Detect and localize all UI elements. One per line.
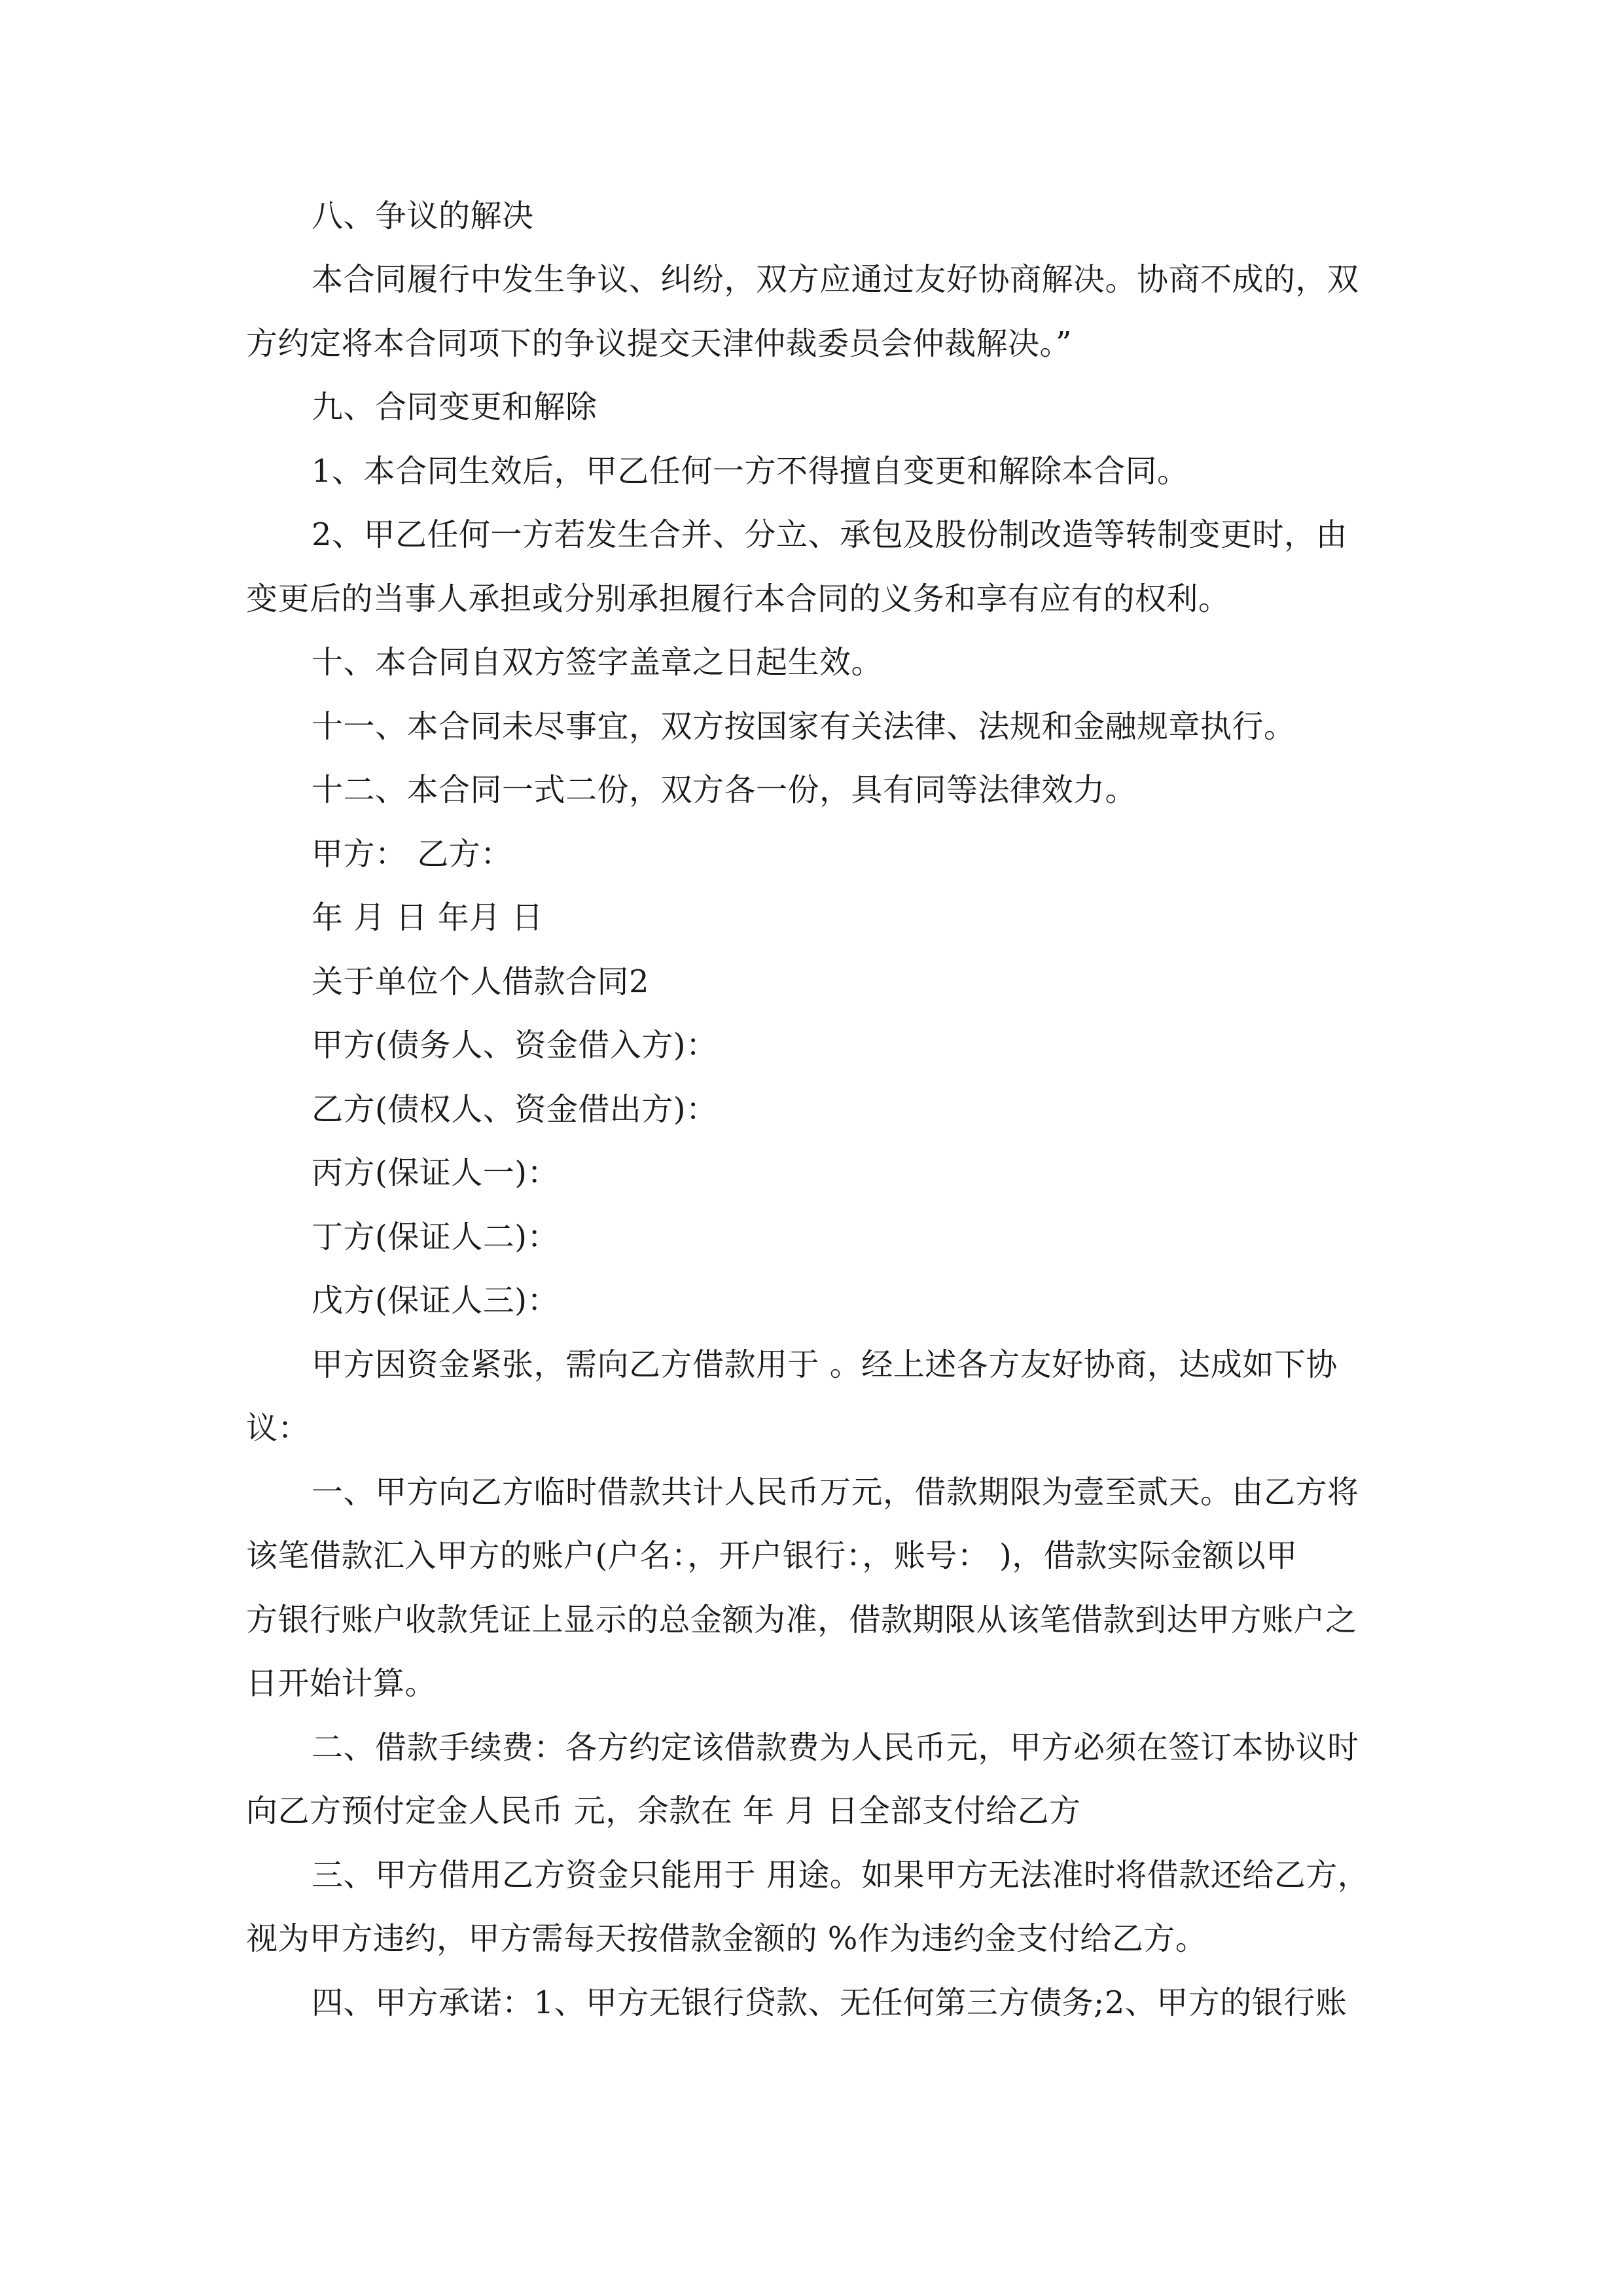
paragraph-line: 议： xyxy=(246,1410,310,1446)
paragraph-line: 十二、本合同一式二份，双方各一份，具有同等法律效力。 xyxy=(312,772,1137,808)
party-a: 甲方(债务人、资金借入方)： xyxy=(312,1027,718,1064)
paragraph-line: 1、本合同生效后，甲乙任何一方不得擅自变更和解除本合同。 xyxy=(312,453,1189,490)
paragraph-line: 2、甲乙任何一方若发生合并、分立、承包及股份制改造等转制变更时，由 xyxy=(312,516,1348,553)
section-title: 关于单位个人借款合同2 xyxy=(312,963,650,1000)
party-c: 丙方(保证人一)： xyxy=(312,1155,559,1191)
heading-dispute-resolution: 八、争议的解决 xyxy=(312,198,534,234)
signature-parties: 甲方： 乙方： xyxy=(312,836,512,872)
paragraph-line: 变更后的当事人承担或分别承担履行本合同的义务和享有应有的权利。 xyxy=(246,581,1230,617)
party-d: 丁方(保证人二)： xyxy=(312,1219,559,1255)
paragraph-line: 十一、本合同未尽事宜，双方按国家有关法律、法规和金融规章执行。 xyxy=(312,708,1296,745)
paragraph-line: 一、甲方向乙方临时借款共计人民币万元，借款期限为壹至贰天。由乙方将 xyxy=(312,1474,1359,1511)
signature-dates: 年 月 日 年月 日 xyxy=(312,899,544,936)
party-e: 戊方(保证人三)： xyxy=(312,1282,559,1319)
paragraph-line: 日开始计算。 xyxy=(246,1665,437,1702)
paragraph-line: 视为甲方违约，甲方需每天按借款金额的 %作为违约金支付给乙方。 xyxy=(246,1920,1207,1957)
paragraph-line: 甲方因资金紧张，需向乙方借款用于 。经上述各方友好协商，达成如下协 xyxy=(312,1346,1338,1383)
paragraph-line: 该笔借款汇入甲方的账户(户名：，开户银行：，账号： )，借款实际金额以甲 xyxy=(246,1537,1298,1574)
heading-contract-change: 九、合同变更和解除 xyxy=(312,389,597,425)
paragraph-line: 本合同履行中发生争议、纠纷，双方应通过友好协商解决。协商不成的，双 xyxy=(312,261,1359,298)
paragraph-line: 四、甲方承诺：1、甲方无银行贷款、无任何第三方债务;2、甲方的银行账 xyxy=(312,1984,1347,2021)
paragraph-line: 向乙方预付定金人民币 元，余款在 年 月 日全部支付给乙方 xyxy=(246,1793,1081,1829)
paragraph-line: 十、本合同自双方签字盖章之日起生效。 xyxy=(312,644,883,681)
party-b: 乙方(债权人、资金借出方)： xyxy=(312,1091,718,1128)
paragraph-line: 二、借款手续费：各方约定该借款费为人民币元，甲方必须在签订本协议时 xyxy=(312,1729,1359,1766)
paragraph-line: 方银行账户收款凭证上显示的总金额为准，借款期限从该笔借款到达甲方账户之 xyxy=(246,1602,1357,1638)
paragraph-line: 方约定将本合同项下的争议提交天津仲裁委员会仲裁解决。” xyxy=(246,325,1073,362)
paragraph-line: 三、甲方借用乙方资金只能用于 用途。如果甲方无法准时将借款还给乙方， xyxy=(312,1857,1370,1893)
